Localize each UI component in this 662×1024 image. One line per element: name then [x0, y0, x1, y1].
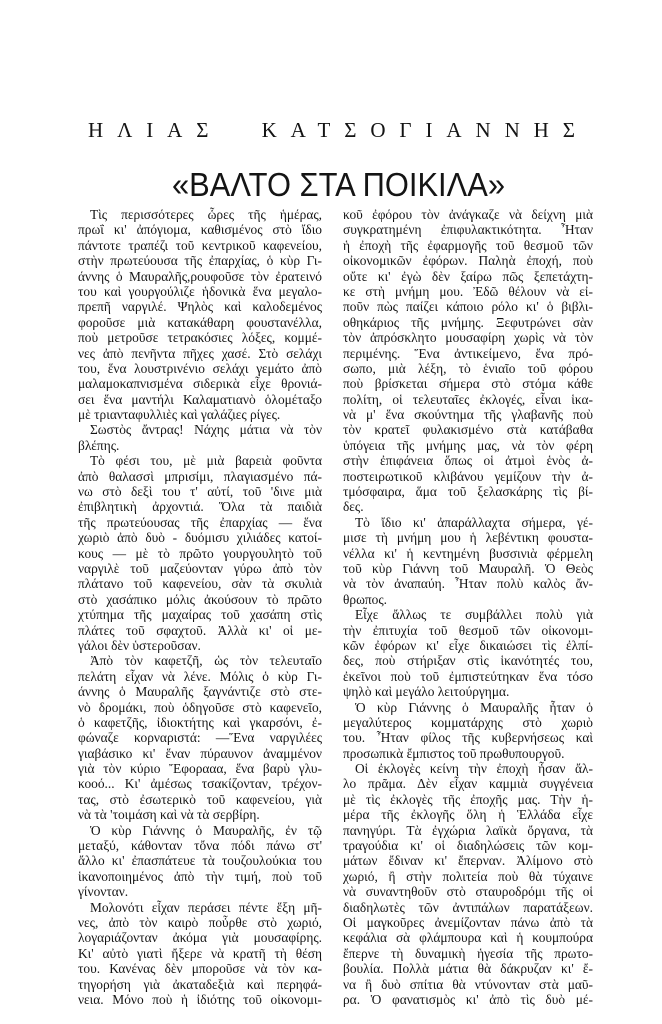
text-line: οθηκάριος τῆς μνήμης. Ξεφυτρώνει σὰν	[343, 314, 593, 330]
text-line: του, ἕνα λουστρινένιο σελάχι γεμάτο ἀπὸ	[78, 360, 322, 376]
text-line: ψηλὸ καὶ μεγάλο λειτούργημα.	[343, 684, 510, 700]
text-line: νες, ἀπὸ τὸν καιρὸ ποὖρθε στὸ χωριό,	[78, 914, 322, 930]
text-line: δες, ποὺ στήριξαν στὶς ἱκανότητές του,	[343, 653, 593, 669]
text-line: τραγούδια κι' οἱ διαδηλώσεις τῶν κομ-	[343, 838, 593, 854]
text-line: ἔπερνε τὴ δυναμικὴ ἡγεσία τῆς πρωτο-	[343, 945, 593, 961]
paragraph	[343, 515, 593, 607]
text-line: βλέπης.	[78, 437, 120, 453]
text-line: μὲ τριανταφυλλιὲς καὶ γαλάζιες ρίγες.	[78, 407, 281, 423]
text-line: Τὸ φέσι του, μὲ μιὰ βαρειὰ φοῦντα	[90, 453, 322, 469]
text-line: κε στὴ μνήμη μου. Ἐδῶ θέλουν νὰ εἰ-	[343, 283, 593, 299]
text-line: κοοό... Κι' ἀμέσως τσακίζονταν, τρέχον-	[78, 776, 322, 792]
text-line: γιαβάσικο κι' ἕναν πύραυνον ἀναμμένον	[78, 745, 322, 761]
paragraph	[343, 700, 593, 762]
text-line: φοροῦσε μιὰ κατακάθαρη φουστανέλλα,	[78, 314, 322, 330]
text-line: στὴν πρωτεύουσα τῆς ἐπαρχίας, ὁ κὺρ Γι-	[78, 253, 322, 269]
text-line: ἱκανοποιημένος ἀπὸ τὴν τιμή, ποὺ τοῦ	[78, 868, 322, 884]
text-line: κοῦ ἐφόρου τὸν ἀνάγκαζε νὰ δείχνη μιὰ	[343, 207, 593, 222]
paragraph	[343, 607, 593, 699]
text-line: σει ἕνα μαντήλι Καλαματιανὸ ὁλομέταξο	[78, 391, 322, 407]
paragraph	[343, 761, 593, 1007]
text-line: Τὶς περισσότερες ὧρες τῆς ἡμέρας,	[90, 207, 322, 222]
text-line: πλάτανο τοῦ καφενείου, σὰν τὰ σκυλιὰ	[78, 576, 322, 592]
text-line: μάτων ἔδιναν κι' ἔπερναν. Ἀλίμονο στὸ	[343, 853, 593, 869]
text-line: φώναζε κορναριστά: —Ἕνα ναργιλέες	[78, 730, 322, 746]
text-line: στὴν ἐπιφάνεια ὅπως οἱ ἀτμοὶ ἑνὸς ἀ-	[343, 453, 593, 469]
text-line: τὸν ἀπρόσκλητο μουσαφίρη χωρὶς νὰ τὸν	[343, 330, 593, 346]
text-line: ἐπιβλητικὴ ἀρχοντιά. Ὅλα τὰ παιδιὰ	[78, 499, 322, 515]
text-line: πλάτες τοῦ σφαχτοῦ. Ἀλλὰ κι' οἱ με-	[78, 622, 322, 638]
article-title: «ΒΑΛΤΟ ΣΤΑ ΠΟΙΚΙΛΑ»	[172, 166, 505, 203]
text-line: δες.	[343, 499, 364, 515]
text-line: πρωΐ κι' ἀπόγιομα, καθισμένος στὸ ἴδιο	[78, 222, 322, 238]
text-line: νέλλα κι' ἡ κεντημένη βυσσινιὰ φέρμελη	[343, 545, 593, 561]
text-line: νω στὸ δεξὶ του τ' αὐτί, τοῦ 'δινε μιὰ	[78, 484, 322, 500]
text-line: γάλοι δὲν ὑστεροῦσαν.	[78, 637, 201, 653]
paragraph	[78, 207, 322, 422]
text-line: Οἱ μαγκοῦρες ἀνεμίζονταν πάνω ἀπὸ τὰ	[343, 914, 593, 930]
text-line: νες ἀπὸ πενῆντα πῆχες χασέ. Στὸ σελάχι	[78, 345, 322, 361]
text-line: οἰκονομικῶν ἐφόρων. Παληὰ ἐποχή, ποὺ	[343, 253, 593, 269]
text-line: του. Κανένας δὲν μποροῦσε νὰ τὸν κα-	[78, 961, 322, 977]
text-line: νὰ τὰ 'τοιμάση καὶ νὰ τὰ σερβίρη.	[78, 807, 260, 823]
text-line: πρεπῆ ναργιλέ. Ψηλὸς καὶ καλοδεμένος	[78, 299, 322, 315]
text-line: του καὶ γουργούλιζε ἡδονικὰ ἕνα μεγαλο-	[78, 283, 322, 299]
text-line: διαδηλωτὲς τῶν ἀντιπάλων παρατάξεων.	[343, 899, 593, 915]
text-line: ρα. Ὁ φανατισμὸς κι' ἀπὸ τὶς δυὸ μέ-	[343, 991, 593, 1007]
text-line: Οἱ ἐκλογὲς κείνη τὴν ἐποχὴ ἦσαν ἄλ-	[355, 761, 593, 777]
text-line: τηγορήση γιὰ ἀκαταδεξιὰ καὶ περηφά-	[78, 976, 322, 992]
text-line: στὸ χασάπικο μόλις ἀκούσουν τὸ πρῶτο	[78, 591, 322, 607]
text-line: χωριὸ ἀπὸ δυὸ - δυόμισυ χιλιάδες κατοί-	[78, 530, 322, 546]
text-line: ἀπὸ θαλασσὶ μπρισίμι, πλαγιασμένο πά-	[78, 468, 322, 484]
text-line: τῆς πρωτεύουσας τῆς ἐπαρχίας — ἕνα	[78, 514, 322, 530]
left-column	[78, 207, 322, 1007]
text-line: μισε τὴ μνήμη μου ἡ λεβέντικη φουστα-	[343, 530, 593, 546]
paragraph	[78, 900, 322, 1008]
text-line: σωπο, μιὰ λέξη, τὸ ἑνιαῖο τοῦ φόρου	[343, 360, 593, 376]
text-line: λο πρᾶμα. Δὲν εἶχαν καμμιὰ συγγένεια	[343, 776, 593, 792]
paragraph	[78, 453, 322, 653]
text-line: τμόσφαιρα, ἅμα τοῦ ξελασκάρης τὶς βί-	[343, 484, 593, 500]
text-line: κῶν ἐφόρων κι' εἶχε δικαιώσει τὶς ἐλπί-	[343, 637, 593, 653]
text-line: μὲ τὶς ἐκλογὲς τῆς ἐποχῆς μας. Τὴν ἡ-	[343, 791, 593, 807]
text-line: περιμένης. Ἕνα ἀντικείμενο, ἕνα πρό-	[343, 345, 593, 361]
text-line: πάντοτε τραπέζι τοῦ κεντρικοῦ καφενείου,	[78, 237, 322, 253]
text-line: Σωστὸς ἄντρας! Νάχης μάτια νὰ τὸν	[90, 422, 322, 438]
text-line: Κι' αὐτὸ γιατὶ ἤξερε νὰ κρατῆ τὴ θέση	[78, 945, 322, 961]
text-line: ποὺ μετροῦσε τετρακόσιες λόξες, κομμέ-	[78, 330, 322, 346]
text-line: νὸ δρομάκι, ποὺ ὁδηγοῦσε στὸ καφενεῖο,	[78, 699, 322, 715]
text-line: μαλαμοκαπνισμένα σιδερικὰ εἶχε θρονιά-	[78, 376, 322, 392]
text-line: νεια. Μόνο ποὺ ἡ ἰδιότης τοῦ οἰκονομι-	[78, 991, 322, 1007]
paragraph	[343, 207, 593, 515]
text-line: ἐκεῖνοι ποὺ τοῦ ἐμπιστεύτηκαν ἕνα τόσο	[343, 668, 593, 684]
text-line: Μολονότι εἶχαν περάσει πέντε ἕξη μῆ-	[90, 899, 322, 915]
text-line: Ἀπὸ τὸν καφετζῆ, ὡς τὸν τελευταῖο	[90, 653, 322, 669]
text-line: χωριό, ἢ στὴν πολιτεία ποὺ θὰ τύχαινε	[343, 868, 593, 884]
text-line: πελάτη εἶχαν νὰ λένε. Μόλις ὁ κὺρ Γι-	[78, 668, 322, 684]
right-column	[343, 207, 593, 1007]
text-line: χτύπημα τῆς μαχαίρας τοῦ χασάπη στὶς	[78, 607, 322, 623]
text-line: συγκρατημένη ἐπιφυλακτικότητα. Ἦταν	[343, 222, 593, 238]
text-line: άννης ὁ Μαυραλῆς ξαγνάντιζε στὸ στε-	[78, 684, 322, 700]
text-line: ἄλλο κι' ἐπασπάτευε τὰ τουζουλούκια του	[78, 853, 322, 869]
text-line: μέρα τῆς ἐκλογῆς ὅλη ἡ Ἑλλάδα εἶχε	[343, 807, 593, 823]
text-line: πολίτη, οἱ τελευταῖες ἐκλογές, εἶναι ἱκα-	[343, 391, 593, 407]
text-line: νὰ τὸν ἀναπαύη. Ἦταν πολὺ καλὸς ἄν-	[343, 576, 593, 592]
text-line: οὔτε κι' ἐγὼ δὲν ξαίρω πῶς ξεπετάχτη-	[343, 268, 593, 284]
text-line: ὑπόγεια τῆς μνήμης μας, νὰ τὸν φέρη	[343, 437, 593, 453]
text-line: μεγαλύτερος κομματάρχης στὸ χωριὸ	[343, 714, 593, 730]
text-line: γίνονταν.	[78, 884, 129, 900]
text-line: νὰ μ' ἕνα σκούντημα τῆς γλαβανῆς ποὺ	[343, 407, 593, 423]
text-line: θρωπος.	[343, 591, 388, 607]
text-line: κεφάλια σὰ φλάμπουρα καὶ ἡ κουμπούρα	[343, 930, 593, 946]
text-line: ὁ καφετζῆς, ἰδιοκτήτης καὶ γκαρσόνι, ἐ-	[78, 714, 322, 730]
text-line: πανηγύρι. Τὰ ἐγχώρια λαϊκὰ ὄργανα, τὰ	[343, 822, 593, 838]
text-line: τὴν ἐπιτυχία τοῦ θεσμοῦ τῶν οἰκονομι-	[343, 622, 593, 638]
text-line: ποῦν πὼς παίζει κάποιο ρόλο κι' ὁ βιβλι-	[343, 299, 593, 315]
paragraph	[78, 653, 322, 822]
text-line: τοῦ κὺρ Γιάννη τοῦ Μαυραλῆ. Ὁ Θεὸς	[343, 560, 593, 576]
author-name: ΗΛΙΑΣ ΚΑΤΣΟΓΙΑΝΝΗΣ	[88, 118, 589, 142]
text-line: ναργιλὲ τοῦ μαζεύονταν γύρω ἀπὸ τὸν	[78, 560, 322, 576]
text-line: άννης ὁ Μαυραλῆς,ρουφοῦσε τὸν ἐρατεινό	[78, 268, 322, 284]
text-line: νὰ συναντηθοῦν στὸ σταυροδρόμι τῆς οἱ	[343, 884, 593, 900]
text-line: Ὁ κὺρ Γιάννης ὁ Μαυραλῆς ἦταν ὁ	[355, 699, 593, 715]
paragraph	[78, 422, 322, 453]
text-line: λογαριάζονταν ἀκόμα γιὰ μουσαφίρης.	[78, 930, 322, 946]
paragraph	[78, 823, 322, 900]
text-line: προσωπικὰ ἔμπιστος τοῦ πρωθυπουργοῦ.	[343, 745, 565, 761]
text-line: Ὁ κὺρ Γιάννης ὁ Μαυραλῆς, ἐν τῷ	[90, 822, 322, 838]
text-line: ποὺ βρίσκεται σήμερα στὸ στόμα κάθε	[343, 376, 593, 392]
text-line: Εἶχε ἄλλως τε συμβάλλει πολὺ γιὰ	[355, 607, 593, 623]
text-line: Τὸ ἴδιο κι' ἀπαράλλαχτα σήμερα, γέ-	[355, 514, 593, 530]
text-line: γιὰ τὸν κύριο Ἔφορααα, ἕνα βαρὺ γλυ-	[78, 761, 322, 777]
text-line: κους — μὲ τὸ πρῶτο γουργουλητὸ τοῦ	[78, 545, 322, 561]
text-line: να ἢ δυὸ σπίτια θὰ ντύνονταν στὰ μαῦ-	[343, 976, 593, 992]
text-line: μεταξύ, κάθονταν τὄνα πόδι πάνω στ'	[78, 838, 322, 854]
text-line: τὸν κρατεῖ φυλακισμένο στὰ κατάβαθα	[343, 422, 593, 438]
text-line: τας, στὸ ἐσωτερικὸ τοῦ καφενείου, γιὰ	[78, 791, 322, 807]
text-line: ἡ ἐποχὴ τῆς ἐφαρμογῆς τοῦ θεσμοῦ τῶν	[343, 237, 593, 253]
text-line: του. Ἦταν φίλος τῆς κυβερνήσεως καὶ	[343, 730, 593, 746]
text-line: ποστειρωτικοῦ κλιβάνου γεμίζουν τὴν ἀ-	[343, 468, 593, 484]
text-line: βουλία. Πολλὰ μάτια θὰ δάκρυζαν κι' ἔ-	[343, 961, 593, 977]
